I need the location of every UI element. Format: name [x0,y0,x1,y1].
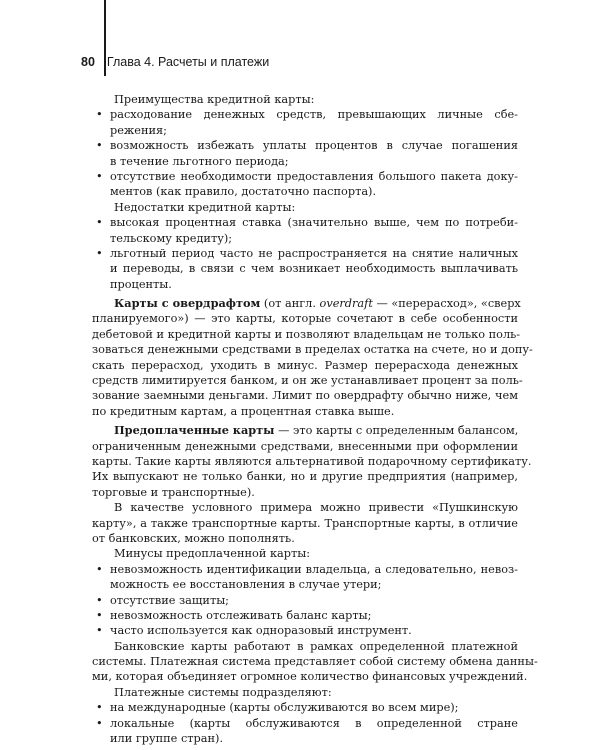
paragraph-line: Преимущества кредитной карты: [114,93,315,106]
list-item: • расходование денежных средств, превышающих личные сбе- [92,107,518,122]
paragraph-line: карты. Такие карты являются альтернативой подарочному сертификату. [92,454,532,468]
paragraph-line: системы. Платежная система представляет собой систему обмена данны- [92,655,538,669]
paragraph-line: В качестве условного примера можно привести «Пушкинскую [114,501,518,515]
paragraph-line: дебетовой и кредитной карты и позволяют владельцам не только поль- [92,327,521,341]
paragraph-line: по кредитным картам, а процентная ставка выше. [92,404,395,418]
paragraph-line: средств лимитируется банком, и он же устанавливает процент за поль- [92,374,523,388]
list-item-continuation: тельскому кредиту); [110,231,233,245]
chapter-title: Глава 4. Расчеты и платежи [106,55,270,69]
paragraph-line: карту», а также транспортные карты. Транспортные карты, в отличие [92,516,518,530]
page-number: 80 [81,55,95,69]
list-item-continuation: можность ее восстановления в случае утери; [110,578,382,592]
list-item-continuation: или группе стран). [110,732,224,746]
english-term: overdraft [319,297,373,311]
paragraph-line: Платежные системы подразделяют: [114,685,332,699]
paragraph-line: Минусы предоплаченной карты: [114,547,311,561]
list-item: • высокая процентная ставка (значительно выше, чем по потреби- [92,215,518,230]
paragraph-line: Карты с овердрафтом (от англ. overdraft — «перерасход», «сверх [114,296,521,311]
list-item: • возможность избежать уплаты процентов в случае погашения [92,138,518,153]
list-item: • локальные (карты обслуживаются в определенной стране [92,716,518,731]
list-item: • часто используется как одноразовый инструмент. [92,623,518,638]
paragraph-line: от банковских, можно пополнять. [92,531,295,545]
list-item-continuation: и переводы, в связи с чем возникает необходимость выплачивать [110,262,518,276]
paragraph-line: Банковские карты работают в рамках определенной платежной [114,639,518,653]
paragraph-line: зование заемными деньгами. Лимит по овердрафту обычно ниже, чем [92,389,518,403]
paragraph-line: Недостатки кредитной карты: [114,200,296,214]
page-body [92,92,538,746]
list-item-continuation: режения; [110,123,167,137]
paragraph-line: зоваться денежными средствами в пределах остатка на счете, но и допу- [92,343,533,357]
list-item: • отсутствие защиты; [92,593,518,608]
running-header [81,55,269,69]
paragraph-line: Предоплаченные карты — это карты с определенным балансом, [114,423,519,438]
list-item-continuation: в течение льготного периода; [110,154,289,168]
list-item: • отсутствие необходимости предоставления большого пакета доку- [92,169,518,184]
list-item: • невозможность отслеживать баланс карты; [92,608,518,623]
paragraph-line: Их выпускают не только банки, но и другие предприятия (например, [92,470,518,484]
paragraph-line: торговые и транспортные). [92,485,255,499]
paragraph-line: планируемого») — это карты, которые сочетают в себе особенности [92,312,518,326]
list-item: • на международные (карты обслуживаются во всем мире); [92,700,518,715]
paragraph-line: ограниченным денежными средствами, внесенными при оформлении [92,439,518,453]
list-item-continuation: ментов (как правило, достаточно паспорта). [110,185,377,199]
paragraph-line: ми, которая объединяет огромное количество финансовых учреждений. [92,670,528,684]
paragraph-line: скать перерасход, уходить в минус. Размер перерасхода денежных [92,358,518,372]
term-prepaid: Предоплаченные карты [114,423,275,438]
list-item-continuation: проценты. [110,277,172,291]
list-item: • льготный период часто не распространяется на снятие наличных [92,246,518,261]
term-overdraft: Карты с овердрафтом [114,296,261,311]
list-item: • невозможность идентификации владельца, а следовательно, невоз- [92,562,518,577]
